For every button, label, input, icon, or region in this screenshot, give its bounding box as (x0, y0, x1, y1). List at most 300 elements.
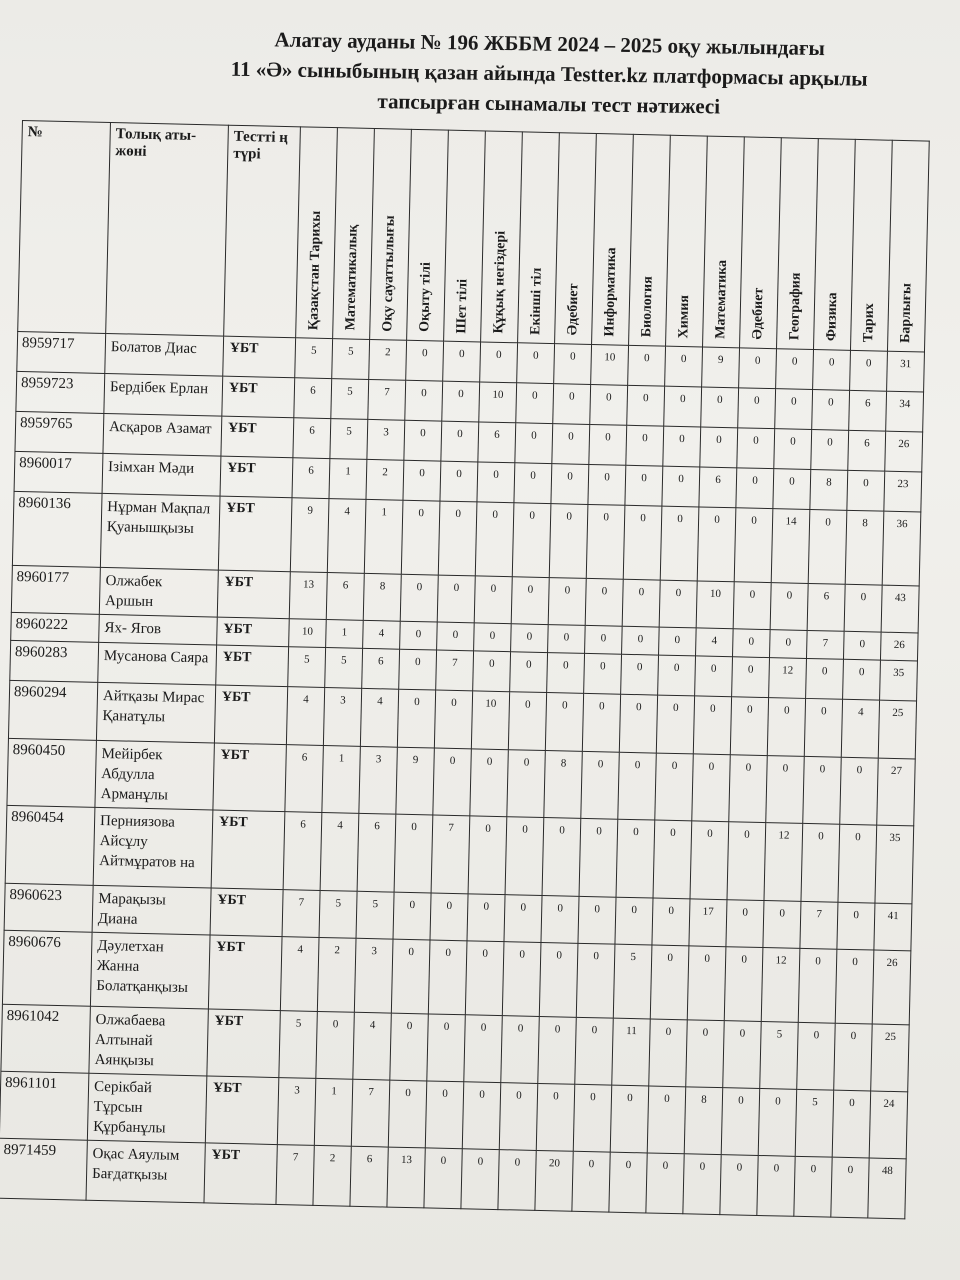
score-cell: 0 (626, 425, 664, 466)
score-cell: 0 (732, 657, 770, 698)
score-cell: 0 (390, 1013, 429, 1081)
score-cell: 0 (843, 659, 881, 700)
score-cell: 0 (578, 896, 616, 944)
score-cell: 0 (660, 506, 699, 581)
score-cell: 0 (733, 582, 771, 630)
header-subject (370, 128, 412, 340)
score-cell: 6 (326, 573, 364, 621)
score-cell: 9 (290, 498, 329, 573)
student-id: 8959765 (15, 411, 104, 453)
score-cell: 0 (659, 580, 697, 628)
score-cell: 0 (405, 380, 443, 421)
score-cell: 0 (808, 509, 847, 584)
score-cell: 0 (443, 341, 481, 382)
score-cell: 8 (845, 510, 884, 585)
score-cell: 10 (471, 691, 509, 750)
header-subject (703, 136, 745, 348)
test-type: ҰБТ (223, 336, 296, 378)
score-cell: 6 (807, 583, 845, 631)
score-cell: 6 (293, 418, 331, 459)
student-name: Дәулетхан Жанна Болатқанқызы (90, 932, 210, 1009)
score-cell: 35 (880, 660, 918, 701)
score-cell: 2 (366, 459, 404, 500)
score-cell: 0 (438, 501, 477, 576)
score-cell: 7 (800, 901, 838, 949)
score-cell: 3 (277, 1078, 316, 1146)
score-cell: 0 (464, 1015, 503, 1083)
score-cell: 0 (502, 942, 541, 1017)
student-id: 8960450 (7, 738, 96, 807)
score-cell: 6 (285, 745, 324, 813)
student-id: 8971459 (0, 1138, 87, 1200)
score-cell: 0 (475, 502, 514, 577)
header-row (18, 121, 930, 353)
table-body (0, 331, 924, 1218)
score-cell: 3 (323, 688, 361, 747)
score-cell: 2 (369, 339, 407, 380)
header-subject-label: Физика (824, 292, 841, 342)
score-cell: 0 (736, 468, 774, 509)
score-cell: 6 (350, 1146, 388, 1207)
score-cell: 6 (362, 648, 400, 689)
score-cell: 0 (551, 464, 589, 505)
score-cell: 0 (554, 344, 592, 385)
score-cell: 10 (696, 581, 734, 629)
score-cell: 0 (573, 1084, 612, 1152)
student-id: 8960177 (11, 565, 100, 614)
score-cell: 25 (871, 1024, 910, 1092)
header-subject-label: География (787, 272, 804, 341)
student-id: 8961101 (0, 1071, 89, 1140)
score-cell: 0 (465, 941, 504, 1016)
score-cell: 0 (610, 1085, 649, 1153)
score-cell: 0 (618, 752, 657, 820)
student-id: 8960454 (5, 805, 95, 885)
score-cell: 0 (467, 894, 505, 942)
score-cell: 0 (553, 384, 591, 425)
score-cell: 0 (720, 1155, 758, 1216)
score-cell: 1 (322, 745, 361, 813)
score-cell: 5 (760, 1022, 799, 1090)
score-cell: 0 (726, 900, 764, 948)
score-cell: 5 (795, 1089, 834, 1157)
header-subject-label: Биология (639, 276, 656, 338)
score-cell: 0 (835, 949, 874, 1024)
score-cell: 8 (684, 1087, 723, 1155)
score-cell: 0 (834, 1023, 873, 1091)
header-type: Тестті ң түрі (224, 125, 301, 338)
header-subject-label: Математикалық (343, 224, 361, 331)
score-cell: 0 (769, 630, 807, 659)
score-cell: 0 (388, 1080, 427, 1148)
score-cell: 0 (508, 692, 546, 751)
student-id: 8960136 (12, 491, 102, 567)
score-cell: 0 (650, 945, 689, 1020)
score-cell: 12 (764, 823, 803, 902)
score-cell: 12 (761, 948, 800, 1023)
score-cell: 0 (425, 1081, 464, 1149)
student-id: 8961042 (1, 1004, 90, 1073)
score-cell: 0 (737, 428, 775, 469)
score-cell: 0 (653, 820, 692, 899)
score-cell: 6 (699, 467, 737, 508)
score-cell: 0 (621, 654, 659, 695)
score-cell: 0 (729, 755, 768, 823)
score-cell: 31 (887, 351, 925, 392)
score-cell: 0 (474, 623, 512, 652)
score-cell: 0 (424, 1148, 462, 1209)
score-cell: 0 (766, 756, 805, 824)
student-name: Оқас Аяулым Бағдатқызы (86, 1140, 205, 1203)
score-cell: 0 (437, 622, 475, 651)
score-cell: 2 (313, 1145, 351, 1206)
header-subject (777, 138, 819, 350)
student-id: 8960222 (11, 612, 100, 642)
score-cell: 27 (877, 758, 916, 826)
score-cell: 0 (517, 343, 555, 384)
score-cell: 0 (576, 943, 615, 1018)
score-cell: 20 (535, 1150, 573, 1211)
header-subject-label: Құқық негіздері (491, 231, 509, 335)
test-type: ҰБТ (222, 376, 295, 418)
score-cell: 7 (806, 630, 844, 659)
score-cell: 0 (770, 583, 808, 631)
score-cell: 0 (727, 822, 766, 901)
score-cell: 0 (539, 942, 578, 1017)
score-cell: 0 (697, 507, 736, 582)
score-cell: 0 (391, 939, 430, 1014)
score-cell: 4 (353, 1012, 392, 1080)
score-cell: 5 (288, 647, 326, 688)
score-cell: 0 (393, 892, 431, 940)
score-cell: 0 (427, 1014, 466, 1082)
score-cell: 0 (504, 895, 542, 943)
score-cell: 0 (806, 658, 844, 699)
score-cell: 0 (804, 698, 842, 757)
header-subject-label: Химия (676, 294, 693, 339)
header-subject (887, 140, 929, 352)
score-cell: 11 (612, 1018, 651, 1086)
score-cell: 0 (394, 814, 433, 893)
score-cell: 0 (468, 816, 507, 895)
score-cell: 2 (317, 937, 356, 1012)
score-cell: 1 (364, 499, 403, 574)
score-cell: 10 (479, 382, 517, 423)
score-cell: 6 (283, 812, 322, 891)
score-cell: 1 (326, 620, 364, 649)
score-cell: 0 (847, 470, 885, 511)
document-title (119, 22, 960, 125)
score-cell: 0 (477, 462, 515, 503)
test-type: ҰБТ (218, 496, 292, 572)
score-cell: 7 (368, 379, 406, 420)
title-line-2: 11 «Ә» сыныбының қазан айында Testter.kz платформасы арқылы (230, 56, 868, 91)
score-cell: 12 (769, 658, 807, 699)
score-cell: 0 (738, 388, 776, 429)
student-name: Айтқазы Мирас Қанатұлы (96, 682, 215, 743)
student-name: Олжабек Аршын (99, 567, 218, 617)
score-cell: 0 (798, 948, 837, 1023)
score-cell: 0 (647, 1086, 686, 1154)
student-id: 8959717 (17, 331, 106, 373)
student-name: Нұрман Мақпал Қуанышқызы (100, 493, 220, 570)
score-cell: 0 (687, 946, 726, 1021)
score-cell: 0 (776, 349, 814, 390)
score-cell: 0 (480, 342, 518, 383)
score-cell: 0 (664, 386, 702, 427)
score-cell: 10 (289, 619, 327, 648)
score-cell: 0 (665, 346, 703, 387)
test-type: ҰБТ (210, 888, 283, 937)
score-cell: 0 (724, 947, 763, 1022)
score-cell: 4 (363, 620, 401, 649)
student-name: Бердібек Ерлан (104, 373, 223, 416)
score-cell: 4 (696, 628, 734, 657)
title-line-3: тапсырған сынамалы тест нәтижесі (377, 89, 721, 119)
score-cell: 0 (652, 898, 690, 946)
score-cell: 8 (363, 573, 401, 621)
score-cell: 0 (501, 1016, 540, 1084)
header-subject-label: Әдебиет (565, 283, 582, 336)
student-id: 8960623 (4, 883, 93, 932)
score-cell: 5 (295, 338, 333, 379)
student-name: Ях- Ягов (99, 614, 218, 645)
score-cell: 48 (868, 1158, 906, 1219)
score-cell: 0 (515, 423, 553, 464)
student-name: Мейірбек Абдулла Арманұлы (95, 740, 214, 810)
score-cell: 0 (656, 695, 694, 754)
score-cell: 0 (773, 469, 811, 510)
test-type: ҰБТ (205, 1076, 279, 1145)
score-cell: 0 (693, 696, 731, 755)
score-cell: 0 (582, 693, 620, 752)
score-cell: 0 (512, 503, 551, 578)
score-cell: 0 (695, 656, 733, 697)
score-cell: 0 (723, 1021, 762, 1089)
score-cell: 0 (811, 429, 849, 470)
test-type: ҰБТ (213, 743, 287, 812)
score-cell: 0 (658, 655, 696, 696)
score-cell: 0 (549, 504, 588, 579)
score-cell: 3 (367, 419, 405, 460)
header-subject-label: Барлығы (898, 283, 915, 344)
score-cell: 0 (430, 893, 468, 941)
header-subject-label: Тарих (861, 303, 878, 343)
student-name: Асқаров Азамат (103, 413, 222, 456)
score-cell: 0 (844, 584, 882, 632)
score-cell: 5 (279, 1011, 318, 1079)
header-subject-label: Информатика (602, 247, 620, 337)
score-cell: 1 (314, 1078, 353, 1146)
score-cell: 4 (286, 687, 324, 746)
student-name: Болатов Диас (105, 333, 224, 376)
student-name: Олжабаева Алтынай Аянқызы (89, 1006, 208, 1076)
score-cell: 4 (841, 699, 879, 758)
score-cell: 4 (320, 812, 359, 891)
score-cell: 4 (327, 499, 366, 574)
score-cell: 6 (357, 813, 396, 892)
score-cell: 0 (400, 621, 438, 650)
score-cell: 5 (332, 339, 370, 380)
test-type: ҰБТ (216, 645, 289, 687)
score-cell: 0 (581, 751, 620, 819)
score-cell: 6 (849, 390, 887, 431)
score-cell: 7 (276, 1145, 314, 1206)
score-cell: 7 (436, 650, 474, 691)
score-cell: 7 (431, 815, 470, 894)
header-subject (740, 137, 782, 349)
score-cell: 0 (615, 897, 653, 945)
header-subject-label: Оқу сауаттылығы (380, 214, 398, 332)
test-type: ҰБТ (220, 456, 293, 498)
score-cell: 0 (774, 429, 812, 470)
score-cell: 6 (478, 422, 516, 463)
score-cell: 0 (797, 1022, 836, 1090)
score-cell: 0 (628, 345, 666, 386)
score-cell: 23 (884, 471, 922, 512)
score-cell: 0 (730, 697, 768, 756)
header-number: № (18, 121, 111, 334)
score-cell: 0 (794, 1156, 832, 1217)
score-cell: 0 (401, 500, 440, 575)
score-cell: 35 (875, 825, 914, 904)
score-cell: 0 (655, 753, 694, 821)
score-cell: 0 (623, 505, 662, 580)
score-cell: 13 (387, 1147, 425, 1208)
score-cell: 0 (627, 385, 665, 426)
score-cell: 13 (289, 572, 327, 620)
header-subject (518, 132, 560, 344)
score-cell: 0 (837, 902, 875, 950)
score-cell: 6 (294, 378, 332, 419)
score-cell: 0 (548, 625, 586, 654)
score-cell: 8 (810, 469, 848, 510)
score-cell: 0 (511, 624, 549, 653)
score-cell: 0 (434, 690, 472, 749)
score-cell: 0 (832, 1090, 871, 1158)
score-cell: 0 (572, 1151, 610, 1212)
score-cell: 0 (538, 1016, 577, 1084)
score-cell: 0 (843, 631, 881, 660)
score-cell: 0 (579, 818, 618, 897)
score-cell: 24 (869, 1091, 908, 1159)
score-cell: 0 (404, 420, 442, 461)
score-cell: 0 (552, 424, 590, 465)
student-name: Перниязова Айсұлу Айтмұратов на (93, 807, 213, 888)
score-cell: 17 (689, 899, 727, 947)
score-cell: 0 (662, 466, 700, 507)
score-cell: 3 (354, 938, 393, 1013)
test-type: ҰБТ (217, 617, 290, 647)
score-cell: 0 (316, 1011, 355, 1079)
score-cell: 0 (659, 627, 697, 656)
score-cell: 0 (803, 756, 842, 824)
student-name: Серікбай Тұрсын Құрбанұлы (87, 1073, 206, 1143)
score-cell: 26 (885, 431, 923, 472)
header-name: Толық аты-жөні (106, 123, 229, 337)
score-cell: 0 (575, 1017, 614, 1085)
header-subject-label: Екінші тіл (528, 267, 545, 335)
header-subject-label: Қазақстан Тарихы (306, 210, 325, 330)
score-cell: 0 (663, 426, 701, 467)
score-cell: 0 (400, 574, 438, 622)
score-cell: 0 (585, 578, 623, 626)
score-cell: 0 (428, 940, 467, 1015)
score-cell: 0 (505, 817, 544, 896)
score-cell: 4 (360, 688, 398, 747)
score-cell: 6 (848, 430, 886, 471)
score-cell: 34 (886, 391, 924, 432)
header-subject-label: Математика (713, 259, 730, 340)
score-cell: 0 (473, 651, 511, 692)
score-cell: 0 (813, 350, 851, 391)
score-cell: 3 (359, 746, 398, 814)
score-cell: 0 (403, 460, 441, 501)
score-cell: 0 (609, 1152, 647, 1213)
score-cell: 1 (329, 459, 367, 500)
score-cell: 0 (801, 823, 840, 902)
header-subject-label: Оқыту тілі (417, 262, 434, 333)
student-id: 8959723 (16, 371, 105, 413)
score-cell: 0 (838, 824, 877, 903)
score-cell: 0 (763, 901, 801, 949)
header-subject (850, 139, 892, 351)
score-cell: 0 (498, 1150, 536, 1211)
score-cell: 0 (547, 653, 585, 694)
test-type: ҰБТ (221, 416, 294, 458)
score-cell: 0 (767, 698, 805, 757)
test-type: ҰБТ (204, 1143, 277, 1205)
header-subject (666, 135, 708, 347)
score-cell: 14 (771, 509, 810, 584)
score-cell: 0 (507, 750, 546, 818)
header-subject-label: Әдебиет (750, 287, 767, 340)
score-cell: 5 (319, 890, 357, 938)
score-cell: 0 (406, 340, 444, 381)
header-subject (629, 134, 671, 346)
score-cell: 0 (499, 1083, 538, 1151)
header-subject (407, 129, 449, 341)
score-cell: 0 (462, 1082, 501, 1150)
header-subject (555, 133, 597, 345)
title-line-1: Алатау ауданы № 196 ЖББМ 2024 – 2025 оқу жылындағы (274, 27, 826, 61)
score-cell: 0 (399, 649, 437, 690)
score-cell: 0 (441, 421, 479, 462)
score-cell: 0 (721, 1088, 760, 1156)
score-cell: 0 (646, 1153, 684, 1214)
score-cell: 0 (733, 629, 771, 658)
score-cell: 0 (442, 381, 480, 422)
score-cell: 5 (356, 891, 394, 939)
student-id: 8960283 (10, 640, 99, 682)
score-cell: 5 (331, 379, 369, 420)
score-cell: 0 (683, 1154, 721, 1215)
student-id: 8960017 (14, 451, 103, 493)
score-cell: 0 (692, 754, 731, 822)
score-cell: 0 (649, 1019, 688, 1087)
score-cell: 0 (739, 348, 777, 389)
score-cell: 0 (461, 1149, 499, 1210)
score-cell: 0 (616, 819, 655, 898)
score-cell: 0 (589, 424, 627, 465)
score-cell: 0 (700, 427, 738, 468)
score-cell: 43 (881, 585, 919, 633)
score-cell: 0 (812, 390, 850, 431)
score-cell: 9 (702, 347, 740, 388)
student-id: 8960676 (2, 930, 92, 1006)
score-cell: 0 (433, 748, 472, 816)
student-name: Марақызы Диана (92, 885, 211, 935)
